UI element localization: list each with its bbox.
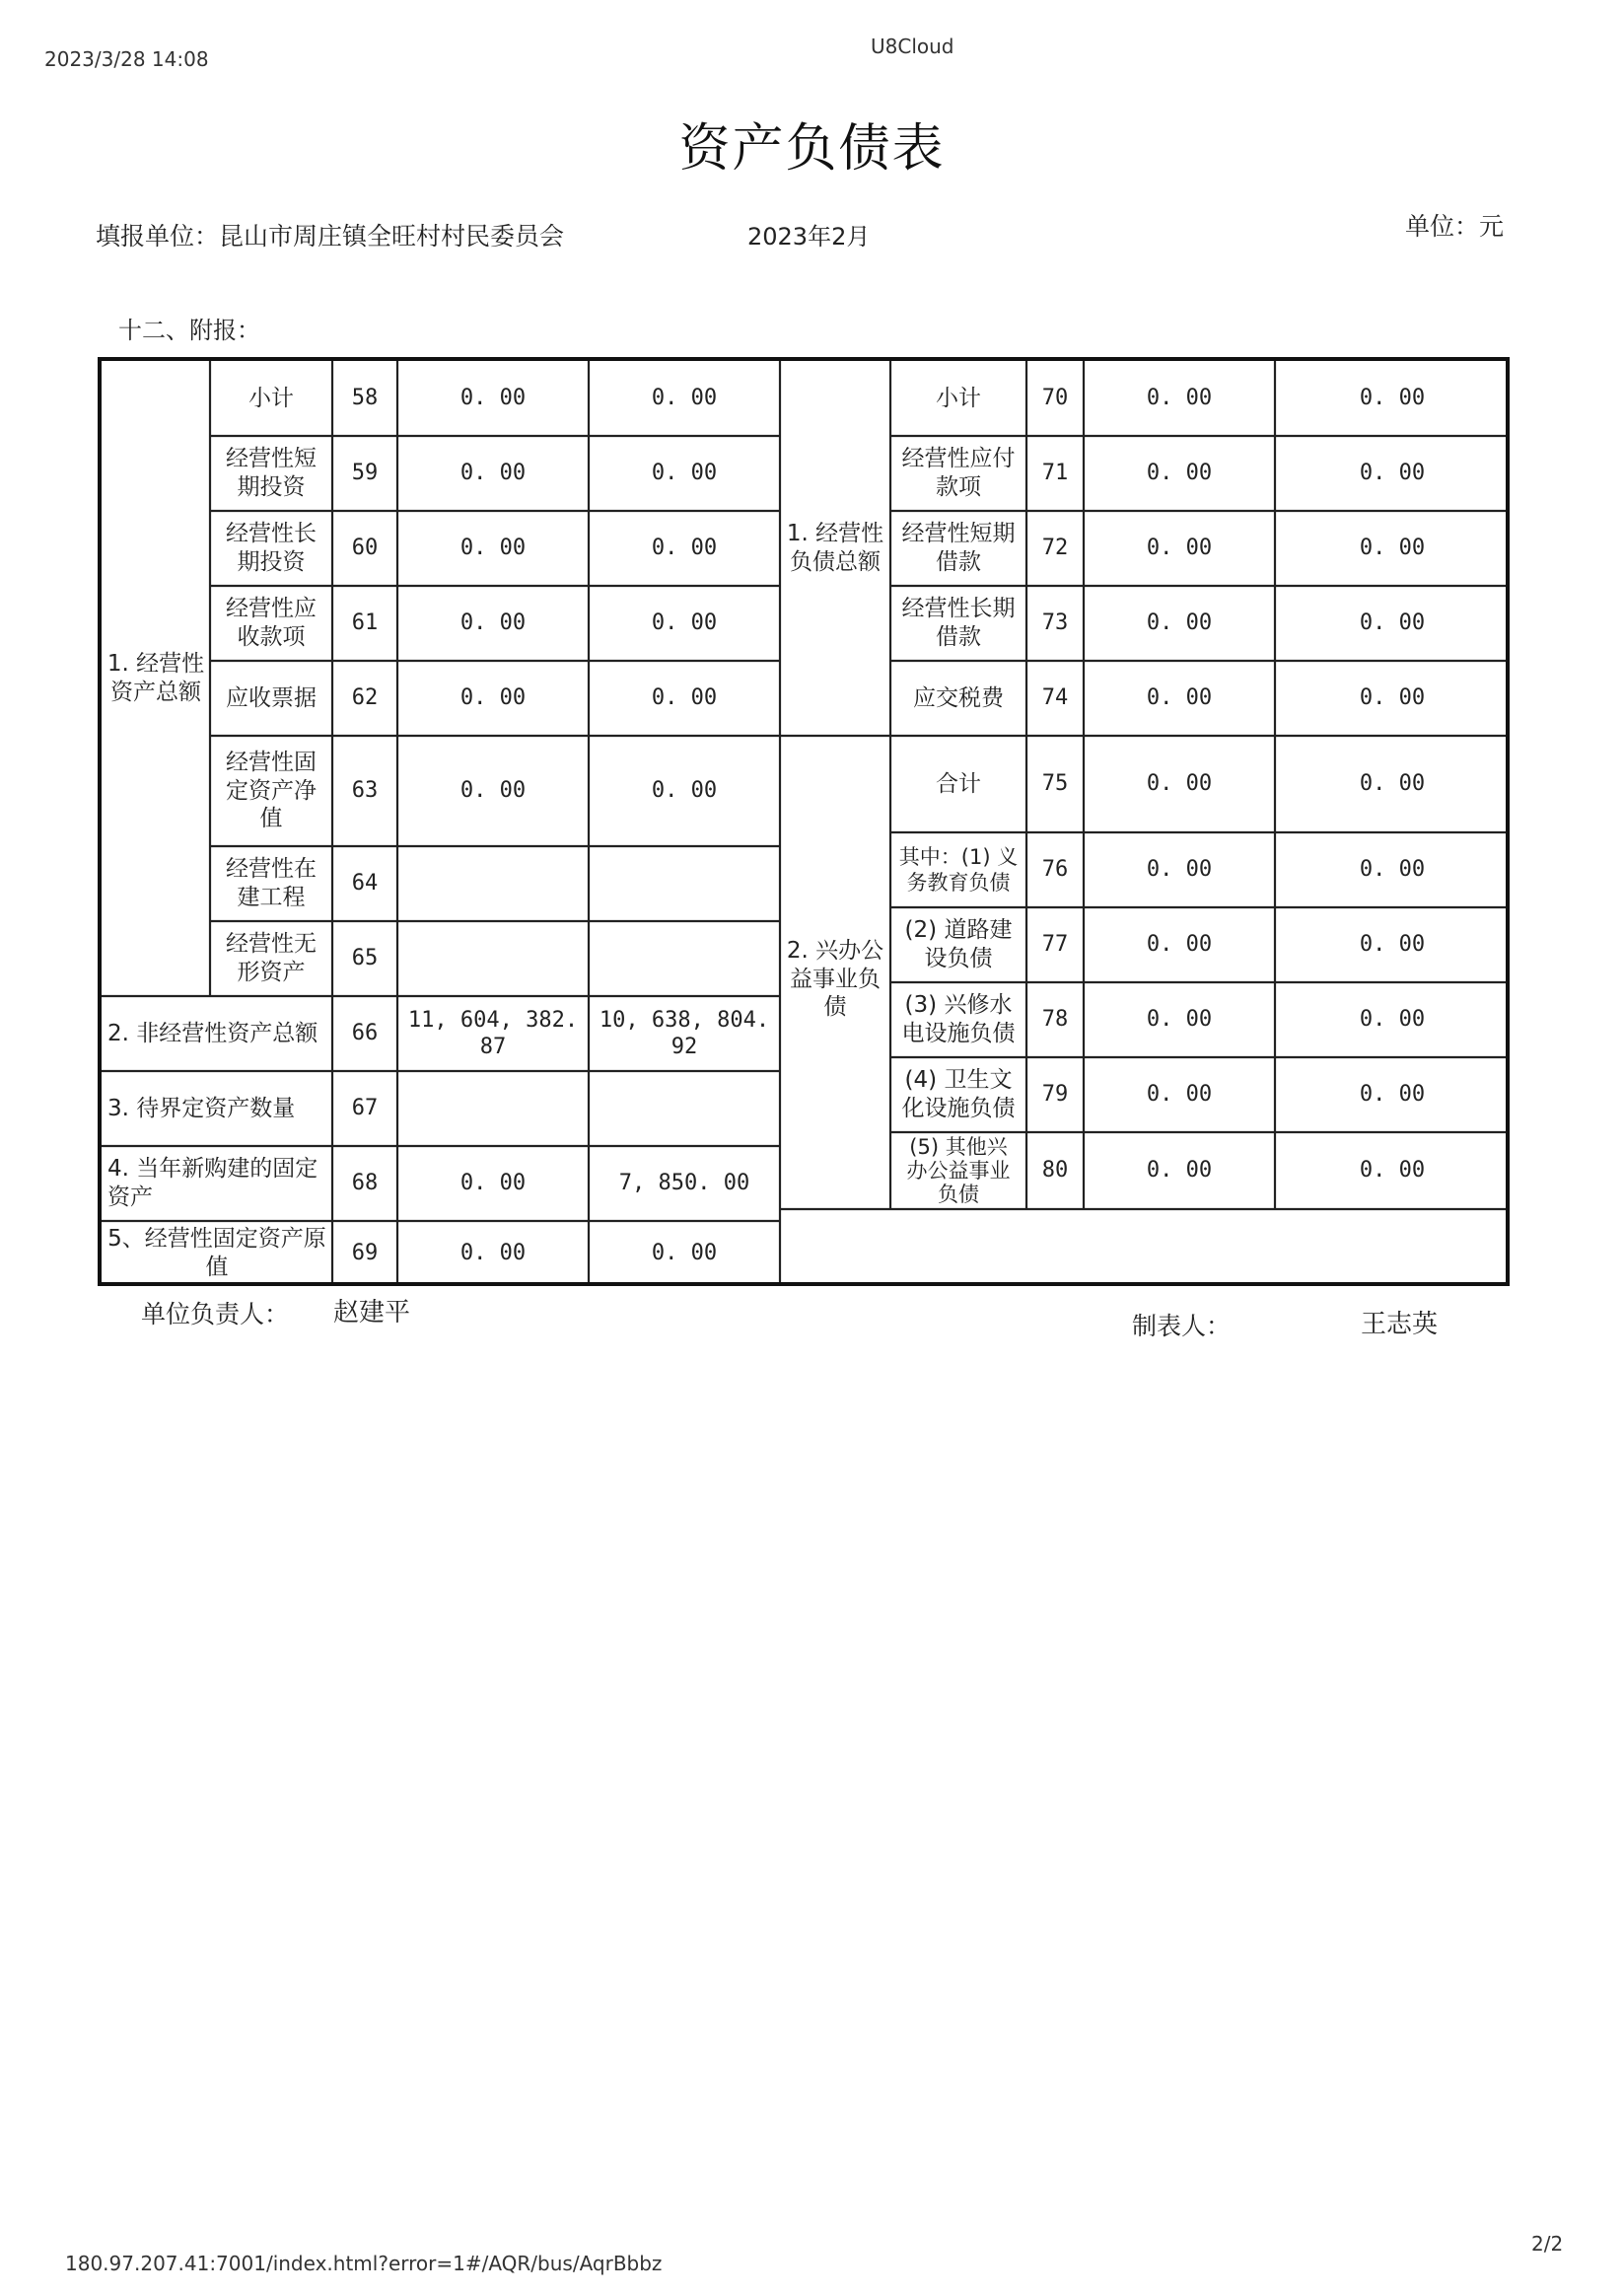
page-url: 180.97.207.41:7001/index.html?error=1#/AQR/bus/AqrBbbz — [65, 2252, 663, 2275]
right-row-value-1: 0. 00 — [1146, 771, 1213, 797]
right-row-label: 经营性长期 借款 — [901, 596, 1016, 650]
right-row-value-2: 0. 00 — [1359, 932, 1426, 958]
left-row-value-1 — [397, 846, 589, 921]
right-row-label: 合计 — [936, 770, 981, 797]
section-heading: 十二、附报： — [118, 317, 260, 344]
unit-leader-name: 赵建平 — [333, 1298, 411, 1327]
right-row-label: 经营性应付 款项 — [901, 446, 1016, 500]
left-row-label: 3. 待界定资产数量 — [107, 1095, 296, 1121]
left-row-line: 63 — [351, 778, 379, 804]
right-row-value-2: 0. 00 — [1359, 461, 1426, 486]
page-number: 2/2 — [1531, 2232, 1564, 2256]
right-row-line: 70 — [1041, 386, 1069, 411]
right-row-line: 72 — [1041, 536, 1069, 561]
right-row-value-2: 0. 00 — [1359, 386, 1426, 411]
unit-leader-label: 单位负责人： — [141, 1300, 290, 1328]
right-row-line: 76 — [1041, 857, 1069, 883]
right-row-value-2: 0. 00 — [1359, 1007, 1426, 1033]
left-row-label: 经营性短 期投资 — [226, 446, 317, 500]
left-row-line: 62 — [351, 685, 379, 711]
left-row-line: 68 — [351, 1171, 379, 1196]
left-row-line: 59 — [351, 461, 379, 486]
left-row-label: 5、经营性固定资产原 值 — [107, 1226, 326, 1280]
left-row-label: 经营性固 定资产净 值 — [226, 749, 317, 832]
right-row-value-1: 0. 00 — [1146, 386, 1213, 411]
left-row-value-2 — [589, 1071, 780, 1146]
preparer-label: 制表人： — [1132, 1312, 1232, 1340]
right-row-line: 80 — [1041, 1158, 1069, 1183]
left-row-value-2: 0. 00 — [651, 1241, 718, 1266]
left-row-line: 66 — [351, 1021, 379, 1046]
left-row-label: 小计 — [248, 385, 294, 411]
right-row-value-1: 0. 00 — [1146, 1082, 1213, 1108]
left-row-value-2: 0. 00 — [651, 685, 718, 711]
right-row-value-1: 0. 00 — [1146, 932, 1213, 958]
preparer-name: 王志英 — [1361, 1310, 1439, 1339]
left-row-value-2: 0. 00 — [651, 610, 718, 636]
right-row-line: 73 — [1041, 610, 1069, 636]
right-row-value-1: 0. 00 — [1146, 461, 1213, 486]
left-row-label: 4. 当年新购建的固定 资产 — [107, 1156, 318, 1210]
left-row-line: 64 — [351, 871, 379, 896]
left-row-label: 经营性长 期投资 — [226, 521, 317, 575]
left-row-value-1: 0. 00 — [459, 610, 527, 636]
right-row-line: 77 — [1041, 932, 1069, 958]
left-row-value-1: 0. 00 — [459, 536, 527, 561]
right-row-value-2: 0. 00 — [1359, 610, 1426, 636]
right-row-label: (2) 道路建 设负债 — [904, 917, 1013, 971]
left-row-value-2: 0. 00 — [651, 461, 718, 486]
right-row-value-2: 0. 00 — [1359, 536, 1426, 561]
left-row-value-1 — [397, 1071, 589, 1146]
left-row-value-1 — [397, 921, 589, 996]
left-row-value-2: 7, 850. 00 — [618, 1171, 750, 1196]
left-row-label: 应收票据 — [226, 684, 317, 711]
right-row-line: 79 — [1041, 1082, 1069, 1108]
right-row-value-1: 0. 00 — [1146, 1007, 1213, 1033]
right-row-label: (5) 其他兴 办公益事业 负债 — [906, 1134, 1011, 1207]
right-row-label: 经营性短期 借款 — [901, 521, 1016, 575]
left-row-value-1: 0. 00 — [459, 1241, 527, 1266]
left-row-label: 经营性在 建工程 — [226, 856, 317, 910]
print-timestamp: 2023/3/28 14:08 — [44, 47, 209, 71]
right-row-value-2: 0. 00 — [1359, 685, 1426, 711]
left-row-value-1: 11, 604, 382. 87 — [407, 1007, 579, 1059]
right-row-line: 75 — [1041, 771, 1069, 797]
right-row-value-1: 0. 00 — [1146, 857, 1213, 883]
report-title: 资产负债表 — [678, 119, 946, 179]
right-row-label: 应交税费 — [913, 684, 1004, 711]
left-row-label: 经营性无 形资产 — [226, 931, 317, 985]
left-row-value-2: 10, 638, 804. 92 — [599, 1007, 770, 1059]
reporting-unit: 填报单位：昆山市周庄镇全旺村村民委员会 — [96, 222, 565, 251]
right-row-value-2: 0. 00 — [1359, 1158, 1426, 1183]
right-row-value-1: 0. 00 — [1146, 685, 1213, 711]
left-row-line: 65 — [351, 946, 379, 971]
right-row-line: 71 — [1041, 461, 1069, 486]
left-row-value-1: 0. 00 — [459, 1171, 527, 1196]
group-public-welfare-liabilities: 2. 兴办公 益事业负 债 — [786, 937, 884, 1021]
left-row-value-2: 0. 00 — [651, 386, 718, 411]
left-row-value-1: 0. 00 — [459, 386, 527, 411]
right-row-value-1: 0. 00 — [1146, 536, 1213, 561]
right-row-label: (4) 卫生文 化设施负债 — [901, 1067, 1016, 1121]
left-row-value-2 — [589, 846, 780, 921]
attachment-table — [98, 357, 1510, 1286]
left-row-line: 69 — [351, 1241, 379, 1266]
right-row-value-2: 0. 00 — [1359, 771, 1426, 797]
left-row-value-2: 0. 00 — [651, 536, 718, 561]
left-row-label: 2. 非经营性资产总额 — [107, 1020, 318, 1046]
app-name: U8Cloud — [871, 35, 954, 58]
left-row-value-1: 0. 00 — [459, 778, 527, 804]
left-row-line: 67 — [351, 1096, 379, 1121]
group-operating-assets: 1. 经营性 资产总额 — [106, 651, 205, 705]
report-period: 2023年2月 — [747, 223, 871, 251]
left-row-line: 58 — [351, 386, 379, 411]
right-row-line: 78 — [1041, 1007, 1069, 1033]
left-row-label: 经营性应 收款项 — [226, 596, 317, 650]
right-row-value-1: 0. 00 — [1146, 610, 1213, 636]
right-row-value-1: 0. 00 — [1146, 1158, 1213, 1183]
group-operating-liabilities: 1. 经营性 负债总额 — [786, 521, 884, 575]
right-row-value-2: 0. 00 — [1359, 857, 1426, 883]
right-row-line: 74 — [1041, 685, 1069, 711]
right-row-value-2: 0. 00 — [1359, 1082, 1426, 1108]
right-row-label: 其中：(1) 义 务教育负债 — [898, 844, 1019, 895]
left-row-line: 61 — [351, 610, 379, 636]
right-row-label: 小计 — [936, 385, 981, 411]
left-row-value-2: 0. 00 — [651, 778, 718, 804]
left-row-line: 60 — [351, 536, 379, 561]
right-row-label: (3) 兴修水 电设施负债 — [901, 992, 1016, 1046]
left-row-value-1: 0. 00 — [459, 461, 527, 486]
left-row-value-1: 0. 00 — [459, 685, 527, 711]
left-row-value-2 — [589, 921, 780, 996]
currency-unit: 单位：元 — [1405, 212, 1505, 241]
